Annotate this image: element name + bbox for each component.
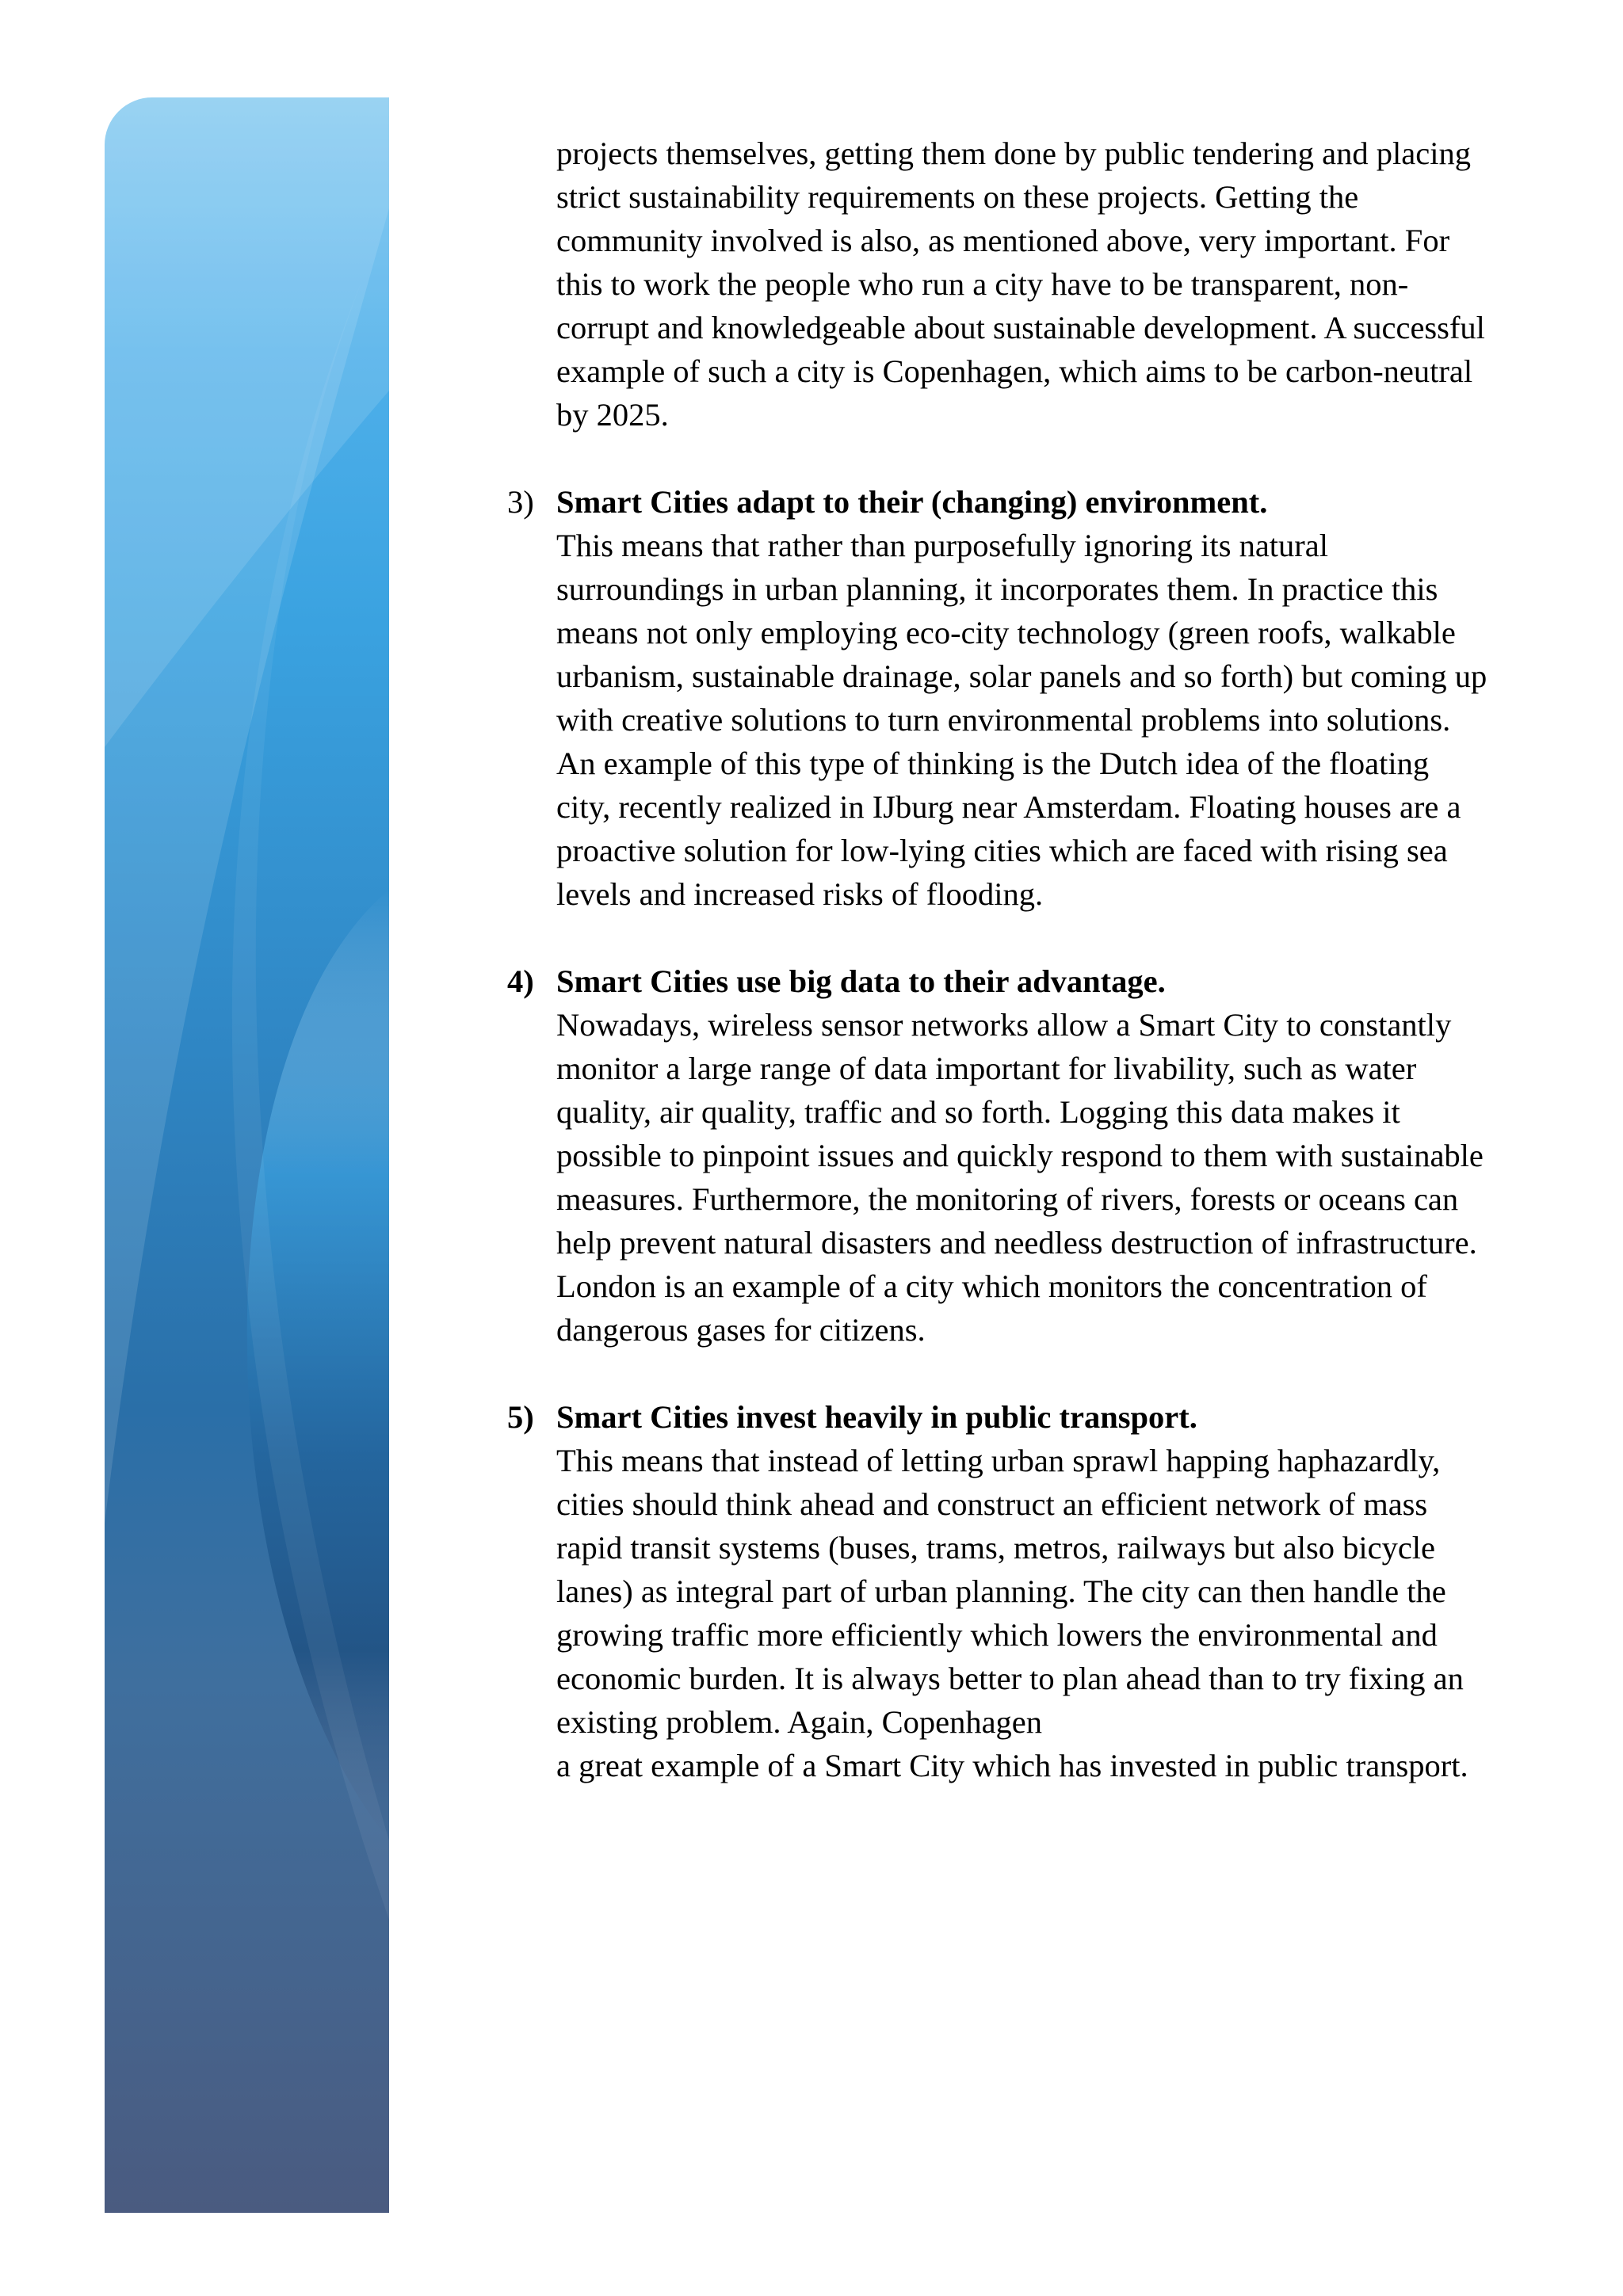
list-item-body: Nowadays, wireless sensor networks allow a Smart City to constantly monitor a large range of data important for livability, such as water quality, air quality, traffic and so forth. Logging this data makes it possible to pinpoint issues and quickly respond to them with sustainable measures. Furthermore, the monitoring of rivers, forests or oceans can help prevent natural disasters and needless destruction of infrastructure. London is an example of a city which monitors the concentration of dangerous gases for citizens. [556,1007,1484,1348]
list-item-3 [507,480,1529,916]
decorative-side-band [105,97,389,2213]
list-item-heading: Smart Cities invest heavily in public transport. [556,1399,1197,1435]
document-body [507,132,1529,1787]
list-item-number: 4) [507,963,534,999]
side-band-graphic [105,97,389,2213]
list-item-heading: Smart Cities adapt to their (changing) environment. [556,484,1268,520]
list-item-number: 5) [507,1399,534,1435]
list-item-number: 3) [507,484,534,520]
list-item-4 [507,959,1529,1352]
list-item-heading: Smart Cities use big data to their advantage. [556,963,1166,999]
list-item-body: This means that rather than purposefully ignoring its natural surroundings in urban planning, it incorporates them. In practice this means not only employing eco-city technology (green roofs, walkable urbanism, sustainable drainage, solar panels and so forth) but coming up with creative solutions to turn environmental problems into solutions. An example of this type of thinking is the Dutch idea of the floating city, recently realized in IJburg near Amsterdam. Floating houses are a proactive solution for low-lying cities which are faced with rising sea levels and increased risks of flooding. [556,528,1487,912]
list-item-body: This means that instead of letting urban sprawl happing haphazardly, cities should think ahead and construct an efficient network of mass rapid transit systems (buses, trams, metros, railways but also bicycle lanes) as integral part of urban planning. The city can then handle the growing traffic more efficiently which lowers the environmental and economic burden. It is always better to plan ahead than to try fixing an existing problem. Again, Copenhagen a great example of a Smart City which has invested in public transport. [556,1443,1468,1783]
intro-paragraph: projects themselves, getting them done by public tendering and placing strict sustainability requirements on these projects. Getting the community involved is also, as mentioned above, very important. For this to work the people who run a city have to be transparent, non- corrupt and knowledgeable about sustainable development. A successful example of such a city is Copenhagen, which aims to be carbon-neutral by 2025. [556,135,1485,433]
list-item-5 [507,1395,1529,1787]
